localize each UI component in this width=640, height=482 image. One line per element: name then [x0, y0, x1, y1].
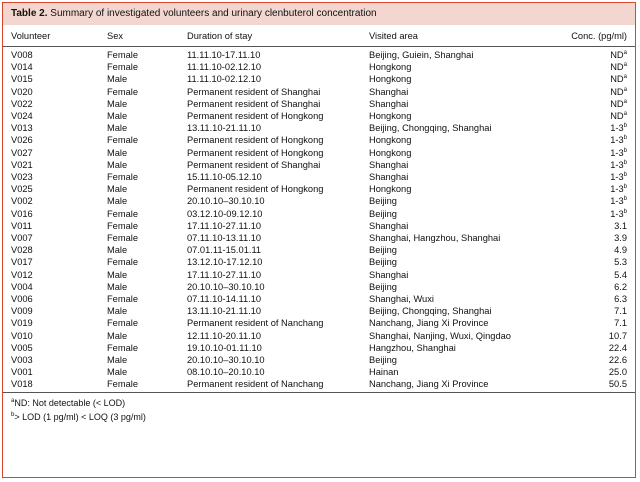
- cell-conc: [565, 73, 635, 85]
- table-frame: [2, 2, 636, 478]
- footnote-b: [11, 410, 635, 424]
- table-row: [3, 171, 635, 183]
- cell-conc: [565, 110, 635, 122]
- cell-conc: [565, 147, 635, 159]
- cell-duration: 13.11.10-21.11.10: [187, 123, 262, 134]
- header-area: Visited area: [369, 25, 565, 47]
- cell-sex: Male: [107, 306, 128, 317]
- header-duration: Duration of stay: [187, 25, 369, 47]
- footnote-mark: b: [623, 208, 627, 215]
- conc-value: 1-3: [610, 123, 624, 134]
- cell-area: Hongkong: [369, 111, 412, 122]
- caption-label: Table 2.: [11, 8, 48, 19]
- cell-area: Beijing: [369, 208, 397, 219]
- table-row: [3, 354, 635, 366]
- cell-duration: 07.11.10-13.11.10: [187, 233, 262, 244]
- conc-value: 6.3: [614, 294, 627, 305]
- table-row: [3, 305, 635, 317]
- cell-sex: Female: [107, 50, 139, 60]
- cell-sex: Male: [107, 355, 128, 366]
- footnote-mark: b: [623, 135, 627, 142]
- cell-duration: 13.12.10-17.12.10: [187, 257, 263, 268]
- header-row: [3, 25, 635, 47]
- cell-sex: Male: [107, 123, 128, 134]
- conc-value: 22.6: [608, 355, 627, 366]
- cell-duration: 08.10.10–20.10.10: [187, 367, 265, 378]
- conc-value: 7.1: [614, 306, 627, 317]
- cell-area: Beijing, Chongqing, Shanghai: [369, 306, 492, 317]
- cell-area: Shanghai: [369, 159, 409, 170]
- table-row: [3, 122, 635, 134]
- cell-conc: [565, 366, 635, 378]
- cell-conc: [565, 354, 635, 366]
- cell-duration: 17.11.10-27.11.10: [187, 220, 262, 231]
- table-row: [3, 147, 635, 159]
- cell-conc: [565, 269, 635, 281]
- cell-area: Shanghai: [369, 172, 409, 183]
- cell-duration: 11.11.10-02.12.10: [187, 62, 262, 73]
- cell-duration: Permanent resident of Shanghai: [187, 159, 321, 170]
- cell-sex: Female: [107, 220, 139, 231]
- cell-area: Hongkong: [369, 147, 412, 158]
- table-caption: [3, 3, 635, 25]
- cell-conc: [565, 98, 635, 110]
- cell-volunteer: V017: [11, 257, 33, 268]
- footnote-mark: b: [623, 172, 627, 179]
- conc-value: 25.0: [608, 367, 627, 378]
- table-row: [3, 269, 635, 281]
- cell-volunteer: V018: [3, 378, 107, 392]
- cell-area: Beijing: [369, 245, 397, 256]
- cell-sex: Male: [107, 367, 128, 378]
- footnote-mark: b: [623, 184, 627, 191]
- cell-conc: [565, 330, 635, 342]
- table-row: [3, 293, 635, 305]
- cell-duration: Permanent resident of Nanchang: [187, 378, 369, 392]
- conc-value: 1-3: [610, 159, 624, 170]
- footnote-text: ND: Not detectable (< LOD): [14, 397, 126, 408]
- footnote-mark: a: [623, 98, 627, 105]
- conc-value: 1-3: [610, 208, 624, 219]
- table-row: [3, 183, 635, 195]
- cell-volunteer: V007: [11, 233, 33, 244]
- cell-area: Beijing: [369, 355, 397, 366]
- table-row: [3, 47, 635, 62]
- cell-volunteer: V005: [11, 342, 33, 353]
- cell-conc: [565, 317, 635, 329]
- cell-volunteer: V027: [11, 147, 33, 158]
- table-body: [3, 47, 635, 393]
- conc-value: 1-3: [610, 172, 624, 183]
- cell-volunteer: V004: [11, 281, 33, 292]
- table-row: [3, 159, 635, 171]
- cell-area: Shanghai: [369, 86, 409, 97]
- table-row: [3, 281, 635, 293]
- conc-value: 5.4: [614, 269, 627, 280]
- table-row: [3, 73, 635, 85]
- cell-conc: [565, 232, 635, 244]
- footnote-mark: b: [623, 196, 627, 203]
- cell-area: Hongkong: [369, 184, 412, 195]
- conc-value: ND: [610, 50, 624, 60]
- cell-duration: 07.01.11-15.01.11: [187, 245, 262, 256]
- cell-volunteer: V012: [11, 269, 33, 280]
- table-row: [3, 110, 635, 122]
- cell-sex: Male: [107, 245, 128, 256]
- cell-volunteer: V014: [11, 62, 33, 73]
- cell-conc: [565, 134, 635, 146]
- table-row: [3, 378, 635, 392]
- data-table: [3, 25, 635, 393]
- header-sex: Sex: [107, 25, 187, 47]
- footnote-a: [11, 396, 635, 410]
- cell-duration: 15.11.10-05.12.10: [187, 172, 262, 183]
- conc-value: ND: [610, 98, 624, 109]
- cell-area: Shanghai, Wuxi: [369, 294, 434, 305]
- cell-area: Shanghai, Nanjing, Wuxi, Qingdao: [369, 330, 511, 341]
- conc-value: ND: [610, 111, 624, 122]
- cell-area: Hainan: [369, 367, 399, 378]
- cell-conc: [565, 378, 635, 392]
- cell-conc: [565, 293, 635, 305]
- cell-conc: [565, 171, 635, 183]
- cell-conc: [565, 183, 635, 195]
- conc-value: 3.1: [614, 220, 627, 231]
- table-row: [3, 330, 635, 342]
- cell-area: Shanghai: [369, 220, 409, 231]
- conc-value: 1-3: [610, 147, 624, 158]
- cell-sex: Male: [107, 330, 128, 341]
- conc-value: 6.2: [614, 281, 627, 292]
- cell-duration: Permanent resident of Hongkong: [187, 135, 324, 146]
- cell-duration: 11.11.10-02.12.10: [187, 74, 262, 85]
- cell-area: Shanghai: [369, 269, 409, 280]
- conc-value: 3.9: [614, 233, 627, 244]
- cell-conc: [565, 244, 635, 256]
- conc-value: 7.1: [614, 318, 627, 329]
- cell-duration: 13.11.10-21.11.10: [187, 306, 262, 317]
- cell-duration: 03.12.10-09.12.10: [187, 208, 263, 219]
- cell-volunteer: V002: [11, 196, 33, 207]
- conc-value: ND: [610, 74, 624, 85]
- cell-duration: 20.10.10–30.10.10: [187, 281, 265, 292]
- cell-area: Beijing: [369, 196, 397, 207]
- cell-volunteer: V019: [11, 318, 33, 329]
- cell-duration: Permanent resident of Hongkong: [187, 111, 324, 122]
- cell-area: Nanchang, Jiang Xi Province: [369, 318, 489, 329]
- table-row: [3, 86, 635, 98]
- cell-conc: [565, 195, 635, 207]
- footnote-mark: b: [11, 411, 15, 418]
- footnote-mark: a: [623, 62, 627, 69]
- header-volunteer: Volunteer: [3, 25, 107, 47]
- cell-area: Shanghai, Hangzhou, Shanghai: [369, 233, 501, 244]
- cell-conc: [565, 61, 635, 73]
- footnote-mark: a: [623, 111, 627, 118]
- header-conc: Conc. (pg/ml): [565, 25, 635, 47]
- footnote-mark: a: [11, 397, 15, 404]
- footnote-mark: a: [623, 86, 627, 93]
- caption-text: Summary of investigated volunteers and urinary clenbuterol concentration: [50, 8, 377, 19]
- cell-sex: Female: [107, 86, 139, 97]
- cell-duration: Permanent resident of Hongkong: [187, 184, 324, 195]
- cell-sex: Male: [107, 281, 128, 292]
- cell-duration: 19.10.10-01.11.10: [187, 342, 262, 353]
- cell-duration: 07.11.10-14.11.10: [187, 294, 262, 305]
- cell-sex: Female: [107, 172, 139, 183]
- table-row: [3, 220, 635, 232]
- cell-area: Beijing: [369, 257, 397, 268]
- footnotes: [3, 393, 635, 424]
- cell-conc: [565, 281, 635, 293]
- conc-value: 10.7: [608, 330, 627, 341]
- cell-conc: [565, 122, 635, 134]
- cell-duration: 12.11.10-20.11.10: [187, 330, 262, 341]
- cell-conc: [565, 47, 635, 62]
- cell-sex: Male: [107, 184, 128, 195]
- cell-sex: Male: [107, 159, 128, 170]
- cell-conc: [565, 256, 635, 268]
- table-row: [3, 244, 635, 256]
- cell-area: Beijing, Guiein, Shanghai: [369, 50, 474, 60]
- cell-sex: Male: [107, 74, 128, 85]
- cell-sex: Female: [107, 342, 139, 353]
- cell-conc: [565, 220, 635, 232]
- cell-volunteer: V009: [11, 306, 33, 317]
- cell-area: Hongkong: [369, 74, 412, 85]
- cell-sex: Female: [107, 378, 187, 392]
- footnote-mark: b: [623, 159, 627, 166]
- cell-volunteer: V003: [11, 355, 33, 366]
- table-row: [3, 342, 635, 354]
- table-row: [3, 366, 635, 378]
- cell-sex: Female: [107, 208, 139, 219]
- cell-volunteer: V013: [11, 123, 33, 134]
- conc-value: 5.3: [614, 257, 627, 268]
- cell-volunteer: V022: [11, 98, 33, 109]
- cell-volunteer: V028: [11, 245, 33, 256]
- conc-value: ND: [610, 62, 624, 73]
- conc-value: 1-3: [610, 196, 624, 207]
- cell-duration: 20.10.10–30.10.10: [187, 355, 265, 366]
- cell-sex: Male: [107, 196, 128, 207]
- cell-volunteer: V011: [11, 220, 33, 231]
- table-row: [3, 208, 635, 220]
- cell-conc: [565, 342, 635, 354]
- cell-area: Beijing, Chongqing, Shanghai: [369, 123, 492, 134]
- cell-sex: Female: [107, 257, 139, 268]
- cell-area: Hangzhou, Shanghai: [369, 342, 456, 353]
- table-row: [3, 317, 635, 329]
- footnote-text: > LOD (1 pg/ml) < LOQ (3 pg/ml): [14, 411, 146, 422]
- conc-value: 22.4: [608, 342, 627, 353]
- cell-sex: Female: [107, 233, 139, 244]
- table-row: [3, 61, 635, 73]
- footnote-mark: b: [623, 147, 627, 154]
- cell-duration: 17.11.10-27.11.10: [187, 269, 262, 280]
- conc-value: 50.5: [608, 379, 627, 390]
- cell-sex: Male: [107, 147, 128, 158]
- cell-volunteer: V026: [11, 135, 33, 146]
- conc-value: 1-3: [610, 135, 624, 146]
- cell-sex: Male: [107, 269, 128, 280]
- cell-area: Beijing: [369, 281, 397, 292]
- table-row: [3, 195, 635, 207]
- cell-sex: Female: [107, 294, 139, 305]
- cell-duration: Permanent resident of Shanghai: [187, 86, 321, 97]
- cell-volunteer: V024: [11, 111, 33, 122]
- cell-volunteer: V008: [11, 50, 33, 60]
- table-row: [3, 256, 635, 268]
- cell-duration: Permanent resident of Hongkong: [187, 147, 324, 158]
- conc-value: ND: [610, 86, 624, 97]
- table-row: [3, 134, 635, 146]
- footnote-mark: b: [623, 123, 627, 130]
- table-row: [3, 98, 635, 110]
- cell-duration: Permanent resident of Shanghai: [187, 98, 321, 109]
- cell-sex: Female: [107, 62, 139, 73]
- cell-area: Hongkong: [369, 135, 412, 146]
- cell-duration: 11.11.10-17.11.10: [187, 50, 261, 60]
- cell-volunteer: V021: [11, 159, 33, 170]
- cell-volunteer: V023: [11, 172, 33, 183]
- cell-volunteer: V025: [11, 184, 33, 195]
- cell-duration: Permanent resident of Nanchang: [187, 318, 324, 329]
- cell-area: Shanghai: [369, 98, 409, 109]
- footnote-mark: a: [623, 50, 627, 56]
- cell-volunteer: V001: [11, 367, 33, 378]
- conc-value: 4.9: [614, 245, 627, 256]
- cell-sex: Male: [107, 98, 128, 109]
- cell-conc: [565, 159, 635, 171]
- cell-conc: [565, 86, 635, 98]
- conc-value: 1-3: [610, 184, 624, 195]
- cell-duration: 20.10.10–30.10.10: [187, 196, 265, 207]
- cell-volunteer: V016: [11, 208, 33, 219]
- cell-sex: Male: [107, 111, 128, 122]
- table-row: [3, 232, 635, 244]
- cell-conc: [565, 305, 635, 317]
- cell-volunteer: V020: [11, 86, 33, 97]
- cell-conc: [565, 208, 635, 220]
- cell-volunteer: V006: [11, 294, 33, 305]
- footnote-mark: a: [623, 74, 627, 81]
- cell-area: Hongkong: [369, 62, 412, 73]
- cell-sex: Female: [107, 135, 139, 146]
- cell-volunteer: V015: [11, 74, 33, 85]
- cell-sex: Female: [107, 318, 139, 329]
- cell-volunteer: V010: [11, 330, 33, 341]
- cell-area: Nanchang, Jiang Xi Province: [369, 378, 565, 392]
